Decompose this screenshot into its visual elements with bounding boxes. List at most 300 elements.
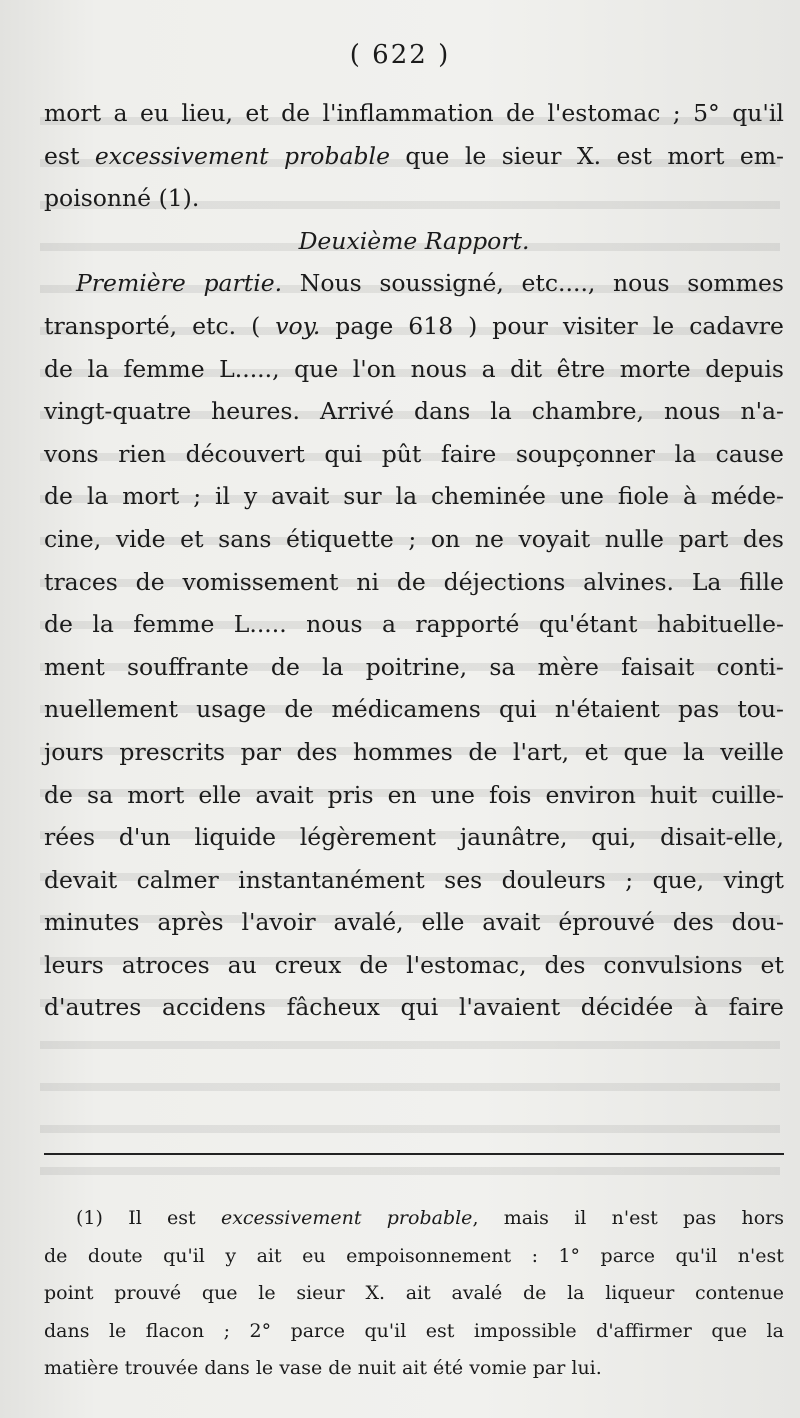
text-run: sieur xyxy=(501,141,562,170)
word-group xyxy=(717,646,784,689)
body-line xyxy=(44,859,784,902)
word-group xyxy=(653,859,705,902)
text-run: le xyxy=(108,1319,127,1342)
word-group xyxy=(251,305,260,348)
word-group xyxy=(353,731,453,774)
word-group xyxy=(408,518,416,561)
text-run: nulle xyxy=(604,524,664,553)
text-run: et xyxy=(245,99,269,127)
word-group xyxy=(510,348,542,391)
word-group xyxy=(502,135,562,178)
word-group xyxy=(44,348,73,391)
word-group xyxy=(415,603,519,646)
text-run: mort xyxy=(667,141,725,170)
word-group xyxy=(44,135,79,178)
word-group xyxy=(489,646,515,689)
text-run: nous xyxy=(306,610,363,639)
word-group xyxy=(218,518,271,561)
text-run: tou- xyxy=(737,695,784,724)
word-group xyxy=(87,348,109,391)
text-run: vingt xyxy=(723,865,784,894)
word-group xyxy=(612,1200,658,1238)
text-run: 618 xyxy=(408,311,454,340)
text-run: après xyxy=(157,908,224,937)
text-run: nuellement xyxy=(44,695,178,724)
word-group xyxy=(504,1200,549,1238)
text-run: nous xyxy=(663,397,721,426)
word-group xyxy=(88,1238,143,1276)
word-group xyxy=(468,305,477,348)
text-run: fiole xyxy=(617,482,670,511)
word-group xyxy=(560,475,604,518)
word-group xyxy=(286,518,394,561)
word-group xyxy=(673,901,714,944)
word-group xyxy=(162,986,266,1029)
word-group xyxy=(396,475,418,518)
word-group xyxy=(687,262,784,305)
text-run: pas xyxy=(682,1207,717,1229)
word-group xyxy=(567,1275,584,1313)
word-group xyxy=(192,305,236,348)
text-run: la xyxy=(490,397,512,426)
word-group xyxy=(444,561,566,604)
text-run: faisait xyxy=(621,652,695,681)
body-line xyxy=(44,348,784,391)
word-group xyxy=(539,603,638,646)
text-run: avait xyxy=(482,908,541,937)
italic-run: excessivement xyxy=(94,141,269,170)
word-group xyxy=(294,348,338,391)
footnote xyxy=(44,1200,784,1388)
word-group xyxy=(711,475,784,518)
word-group xyxy=(716,433,784,476)
word-group xyxy=(258,1275,275,1313)
word-group xyxy=(193,475,201,518)
word-group xyxy=(625,859,633,902)
text-run: la xyxy=(92,610,114,639)
word-group xyxy=(122,475,179,518)
word-group xyxy=(249,1313,271,1351)
word-group xyxy=(761,944,784,987)
text-run: usage xyxy=(196,695,267,724)
text-run: elle xyxy=(421,908,465,937)
text-run: que, xyxy=(652,865,705,894)
word-group xyxy=(167,1200,196,1238)
text-run: sans xyxy=(218,524,272,553)
word-group xyxy=(44,518,101,561)
text-run: poisonné (1). xyxy=(44,184,200,213)
body-line xyxy=(44,646,784,689)
text-run: soupçonner xyxy=(515,439,655,468)
text-run: légèrement xyxy=(299,823,437,852)
word-group xyxy=(44,475,73,518)
word-group xyxy=(405,135,449,178)
word-group xyxy=(518,518,590,561)
word-group xyxy=(767,1313,784,1351)
text-run: ni xyxy=(356,567,379,596)
word-group xyxy=(300,816,436,859)
text-run: pas xyxy=(678,695,720,724)
word-group xyxy=(683,475,697,518)
italic-run: probable xyxy=(284,141,390,170)
text-run: qui xyxy=(499,695,537,724)
text-run: que xyxy=(294,354,339,383)
text-run: dou- xyxy=(731,908,784,937)
text-run: pour xyxy=(492,311,548,340)
text-run: rien xyxy=(118,439,166,468)
word-group xyxy=(302,1238,325,1276)
text-run: étiquette xyxy=(286,524,394,553)
text-run: que xyxy=(201,1282,238,1305)
word-group xyxy=(738,1238,784,1276)
text-run: à xyxy=(693,993,708,1022)
text-run: femme xyxy=(123,354,205,383)
word-group xyxy=(482,901,540,944)
text-run: l'art, xyxy=(512,737,570,766)
word-group xyxy=(281,92,310,135)
text-run: 1° xyxy=(558,1244,581,1267)
body-line xyxy=(44,561,784,604)
body-line xyxy=(44,731,784,774)
word-group xyxy=(44,1238,67,1276)
paragraph-continuation xyxy=(44,92,784,220)
text-run: ; xyxy=(672,99,681,127)
word-group xyxy=(431,475,546,518)
text-run: ( xyxy=(251,311,261,340)
text-run: impossible xyxy=(473,1319,577,1342)
text-run: mais xyxy=(503,1207,549,1229)
word-group xyxy=(356,561,379,604)
text-run: mort xyxy=(127,780,185,809)
word-group xyxy=(44,603,73,646)
body-line xyxy=(44,177,784,220)
word-group xyxy=(196,688,266,731)
word-group xyxy=(92,603,114,646)
word-group xyxy=(675,433,697,476)
text-run: Nous xyxy=(299,269,362,298)
text-run: : xyxy=(531,1244,538,1267)
word-group xyxy=(44,92,101,135)
text-run: femme xyxy=(133,610,215,639)
text-run: de xyxy=(284,695,314,724)
word-group xyxy=(513,731,569,774)
text-run: veille xyxy=(720,737,784,766)
footnote-line xyxy=(44,1238,784,1276)
word-group xyxy=(621,646,694,689)
text-run: X. xyxy=(365,1282,386,1305)
body-line xyxy=(44,603,784,646)
word-group xyxy=(678,688,719,731)
word-group xyxy=(44,901,139,944)
text-run: par xyxy=(240,737,281,766)
text-run: parce xyxy=(290,1319,346,1342)
text-run: chambre, xyxy=(531,397,645,426)
word-group xyxy=(76,262,186,305)
text-run: de xyxy=(44,1244,68,1267)
word-group xyxy=(741,1200,784,1238)
text-run: parce xyxy=(600,1244,655,1267)
word-group xyxy=(244,475,257,518)
word-group xyxy=(127,646,249,689)
word-group xyxy=(729,986,784,1029)
word-group xyxy=(532,1238,538,1276)
text-run: minutes xyxy=(44,908,140,937)
word-group xyxy=(284,688,313,731)
word-group xyxy=(620,348,691,391)
text-run: vons xyxy=(44,439,99,468)
word-group xyxy=(444,859,482,902)
text-run: souffrante xyxy=(126,652,249,681)
word-group xyxy=(532,390,644,433)
body-line xyxy=(44,774,784,817)
text-run: et xyxy=(584,737,608,766)
word-group xyxy=(118,433,166,476)
text-run: environ xyxy=(545,780,636,809)
word-group xyxy=(215,475,230,518)
word-group xyxy=(322,646,344,689)
word-group xyxy=(136,561,165,604)
text-run: poitrine, xyxy=(365,652,468,681)
text-run: d'un xyxy=(118,823,171,852)
word-group xyxy=(225,1238,236,1276)
text-run: sa xyxy=(489,652,516,681)
text-run: rées xyxy=(44,823,96,852)
word-group xyxy=(683,731,705,774)
text-run: être xyxy=(556,354,606,383)
word-group xyxy=(605,518,664,561)
word-group xyxy=(157,901,223,944)
word-group xyxy=(194,816,276,859)
text-run: de xyxy=(44,610,73,639)
text-run: Il xyxy=(128,1207,142,1229)
word-group xyxy=(44,859,117,902)
text-run: mort xyxy=(44,99,102,127)
text-run: l'estomac xyxy=(547,99,661,127)
text-run: calmer xyxy=(136,865,219,894)
body-line xyxy=(44,475,784,518)
word-group xyxy=(116,518,166,561)
text-run: le xyxy=(464,141,487,170)
text-run: prouvé xyxy=(114,1282,182,1305)
text-run: que xyxy=(405,141,450,170)
body-line xyxy=(44,944,784,987)
text-run: etc. xyxy=(192,311,237,340)
word-group xyxy=(76,1200,103,1238)
word-group xyxy=(180,518,203,561)
word-group xyxy=(583,561,674,604)
paragraph-premiere-partie xyxy=(44,262,784,1029)
body-line xyxy=(44,92,784,135)
text-run: que xyxy=(711,1319,748,1342)
word-group xyxy=(44,1275,94,1313)
text-run: ses xyxy=(444,865,483,894)
word-group xyxy=(660,816,784,859)
text-run: ; xyxy=(408,524,417,553)
text-run: la xyxy=(322,652,344,681)
word-group xyxy=(558,901,655,944)
word-group xyxy=(306,603,362,646)
word-group xyxy=(241,901,315,944)
text-run: l'estomac, xyxy=(406,950,527,979)
text-run: cadavre xyxy=(689,311,784,340)
text-run: nous xyxy=(410,354,468,383)
word-group xyxy=(203,262,282,305)
text-run: visiter xyxy=(562,311,638,340)
word-group xyxy=(711,774,784,817)
word-group xyxy=(401,986,439,1029)
text-run: L..... xyxy=(233,610,287,639)
text-run: le xyxy=(258,1282,276,1305)
text-run: traces xyxy=(44,567,118,596)
text-run: d'autres xyxy=(44,993,142,1022)
text-run: et xyxy=(760,950,784,979)
word-group xyxy=(489,774,531,817)
text-run: ; xyxy=(193,482,202,511)
word-group xyxy=(406,1275,431,1313)
word-group xyxy=(711,1313,747,1351)
text-run: ne xyxy=(474,524,504,553)
text-run: cause xyxy=(715,439,784,468)
word-group xyxy=(257,1238,282,1276)
text-run: la xyxy=(766,1319,784,1342)
text-run: liquide xyxy=(194,823,277,852)
word-group xyxy=(605,1275,674,1313)
word-group xyxy=(693,92,720,135)
text-run: transporté, xyxy=(44,311,178,340)
word-group xyxy=(87,475,109,518)
word-group xyxy=(408,305,453,348)
word-group xyxy=(538,646,599,689)
word-group xyxy=(724,859,784,902)
word-group xyxy=(333,901,403,944)
body-line xyxy=(44,816,784,859)
word-group xyxy=(140,92,169,135)
text-run: dans xyxy=(44,1319,90,1342)
text-run: Arrivé xyxy=(319,397,395,426)
word-group xyxy=(474,1313,577,1351)
italic-run: probable xyxy=(386,1207,473,1229)
text-run: heures. xyxy=(211,397,300,426)
word-group xyxy=(664,390,720,433)
text-run: découvert xyxy=(185,439,305,468)
word-group xyxy=(544,944,585,987)
text-run: la xyxy=(674,439,697,468)
text-run: liqueur xyxy=(605,1282,675,1305)
word-group xyxy=(618,475,669,518)
word-group xyxy=(683,1200,716,1238)
body-line xyxy=(44,433,784,476)
word-group xyxy=(694,986,708,1029)
text-run: l'on xyxy=(352,354,397,383)
word-group xyxy=(695,1275,784,1313)
word-group xyxy=(122,944,210,987)
body-line xyxy=(44,262,784,305)
word-group xyxy=(574,1200,586,1238)
text-run: morte xyxy=(619,354,691,383)
footnote-rule xyxy=(44,1153,784,1155)
italic-run: Première xyxy=(76,269,186,298)
text-run: de xyxy=(44,780,73,809)
word-group xyxy=(522,262,596,305)
text-run: n'a- xyxy=(740,397,784,426)
word-group xyxy=(523,1275,546,1313)
text-run: de xyxy=(359,950,389,979)
word-group xyxy=(44,561,118,604)
text-run: la xyxy=(87,354,110,383)
word-group xyxy=(397,561,426,604)
word-group xyxy=(740,135,784,178)
body-line xyxy=(44,390,784,433)
text-run: sommes xyxy=(687,269,784,298)
word-group xyxy=(743,518,784,561)
word-group xyxy=(739,561,784,604)
body-line xyxy=(44,986,784,1029)
text-run: une xyxy=(430,780,475,809)
text-run: huit xyxy=(649,780,698,809)
text-run: au xyxy=(227,950,257,979)
text-run: à xyxy=(682,482,697,511)
text-run: L....., xyxy=(219,354,280,383)
word-group xyxy=(128,1200,142,1238)
text-run: des xyxy=(296,737,338,766)
word-group xyxy=(271,475,329,518)
word-group xyxy=(613,262,669,305)
word-group xyxy=(365,1275,385,1313)
text-run: n'est xyxy=(737,1244,784,1267)
word-group xyxy=(87,774,113,817)
word-group xyxy=(547,92,660,135)
text-run: La xyxy=(691,567,722,596)
word-group xyxy=(127,774,184,817)
text-run: est xyxy=(616,141,652,170)
word-group xyxy=(291,1313,345,1351)
word-group xyxy=(238,859,425,902)
word-group xyxy=(44,731,104,774)
word-group xyxy=(585,731,608,774)
word-group xyxy=(732,92,784,135)
text-run: ait xyxy=(256,1244,282,1267)
text-run: a xyxy=(113,99,128,127)
word-group xyxy=(679,518,729,561)
text-run: avalé, xyxy=(333,908,404,937)
word-group xyxy=(255,774,313,817)
body-line xyxy=(44,518,784,561)
word-group xyxy=(366,646,467,689)
footnote-line xyxy=(44,1200,784,1238)
text-run: , xyxy=(472,1207,479,1229)
text-run: de xyxy=(135,567,165,596)
text-run: nous xyxy=(613,269,670,298)
text-run: vomissement xyxy=(182,567,339,596)
word-group xyxy=(388,774,417,817)
text-run: de xyxy=(44,354,73,383)
text-run: matière trouvée dans le vase de nuit ait été vomie par lui. xyxy=(44,1357,602,1380)
word-group xyxy=(379,262,504,305)
text-run: fâcheux xyxy=(286,993,380,1022)
text-run: déjections xyxy=(443,567,566,596)
text-run: leurs xyxy=(44,950,104,979)
text-run: faire xyxy=(440,439,497,468)
word-group xyxy=(300,262,362,305)
word-group xyxy=(44,390,191,433)
footnote-line xyxy=(44,1275,784,1313)
word-group xyxy=(603,944,742,987)
word-group xyxy=(411,348,467,391)
word-group xyxy=(650,774,697,817)
word-group xyxy=(601,1238,655,1276)
word-group xyxy=(563,305,638,348)
word-group xyxy=(596,1313,692,1351)
